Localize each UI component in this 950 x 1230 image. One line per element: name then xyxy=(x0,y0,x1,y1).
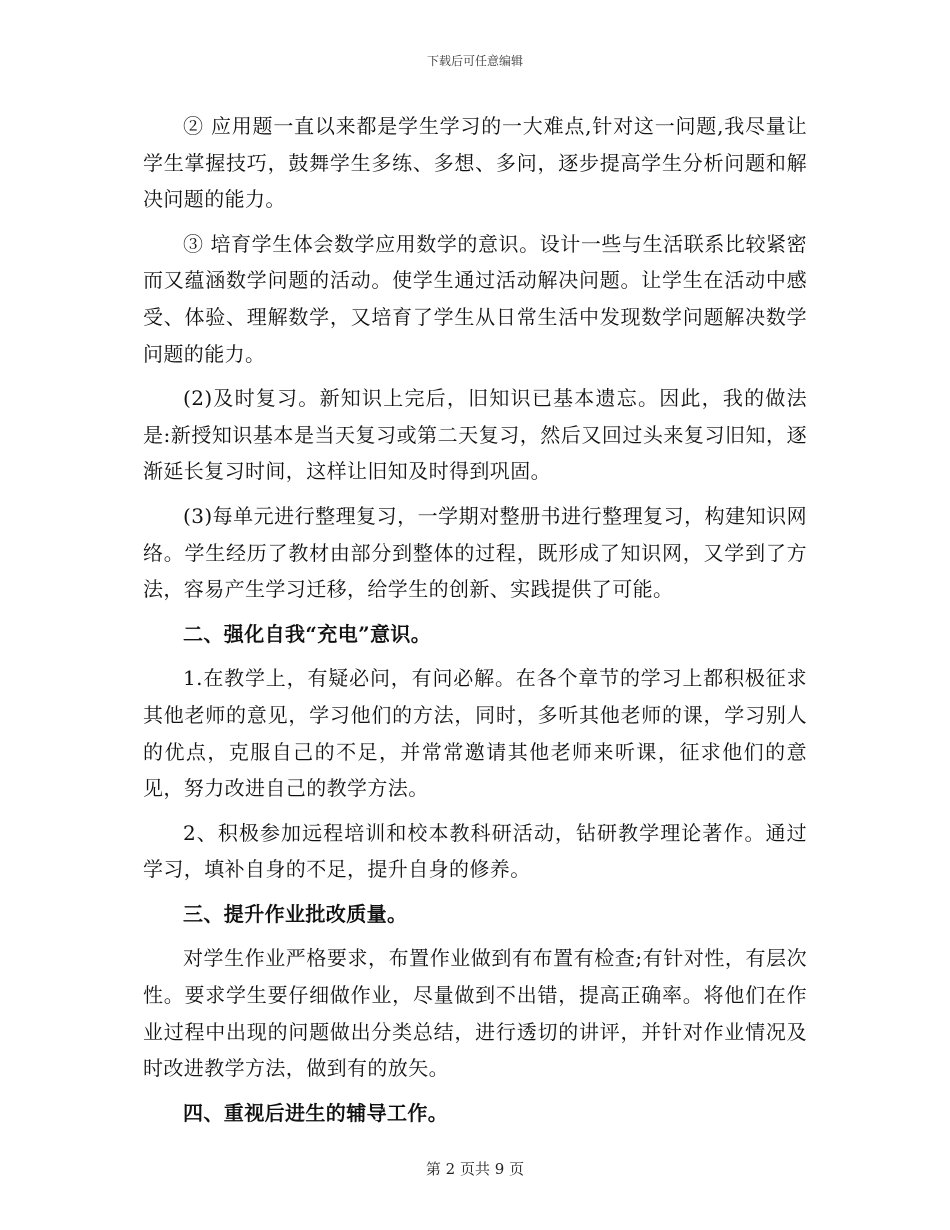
paragraph-unit-review: (3)每单元进行整理复习，一学期对整册书进行整理复习，构建知识网络。学生经历了教材由部分到整体的过程，既形成了知识网，又学到了方法，容易产生学习迁移，给学生的创新、实践提供了可能。 xyxy=(143,503,807,602)
document-body xyxy=(143,108,807,1131)
paragraph-applied-problems: ② 应用题一直以来都是学生学习的一大难点,针对这一问题,我尽量让学生掌握技巧，鼓舞学生多练、多想、多问，逐步提高学生分析问题和解决问题的能力。 xyxy=(143,114,807,212)
heading-section-2: 二、强化自我“充电”意识。 xyxy=(183,621,432,646)
paragraph-teaching-questions: 1.在教学上，有疑必问，有问必解。在各个章节的学习上都积极征求其他老师的意见，学习他们的方法，同时，多听其他老师的课，学习别人的优点，克服自己的不足，并常常邀请其他老师来听课，征求他们的意见，努力改进自己的教学方法。 xyxy=(143,666,807,801)
heading-section-4: 四、重视后进生的辅导工作。 xyxy=(183,1100,449,1125)
paragraph-homework-requirements: 对学生作业严格要求，布置作业做到有布置有检查;有针对性，有层次性。要求学生要仔细做作业，尽量做到不出错，提高正确率。将他们在作业过程中出现的问题做出分类总结，进行透切的讲评，并针对作业情况及时改进教学方法，做到有的放矢。 xyxy=(143,946,807,1081)
paragraph-timely-review: (2)及时复习。新知识上完后，旧知识已基本遗忘。因此，我的做法是:新授知识基本是当天复习或第二天复习，然后又回过头来复习旧知，逐渐延长复习时间，这样让旧知及时得到巩固。 xyxy=(143,386,807,484)
page-footer: 第 2 页共 9 页 xyxy=(425,1160,525,1178)
heading-section-3: 三、提升作业批改质量。 xyxy=(183,901,408,926)
page-header: 下载后可任意编辑 xyxy=(426,54,523,68)
paragraph-math-awareness: ③ 培育学生体会数学应用数学的意识。设计一些与生活联系比较紧密而又蕴涵数学问题的活动。使学生通过活动解决问题。让学生在活动中感受、体验、理解数学，又培育了学生从日常生活中发现数学问题解决数学问题的能力。 xyxy=(143,231,807,366)
paragraph-remote-training: 2、积极参加远程培训和校本教科研活动，钻研教学理论著作。通过学习，填补自身的不足，提升自身的修养。 xyxy=(143,820,807,882)
